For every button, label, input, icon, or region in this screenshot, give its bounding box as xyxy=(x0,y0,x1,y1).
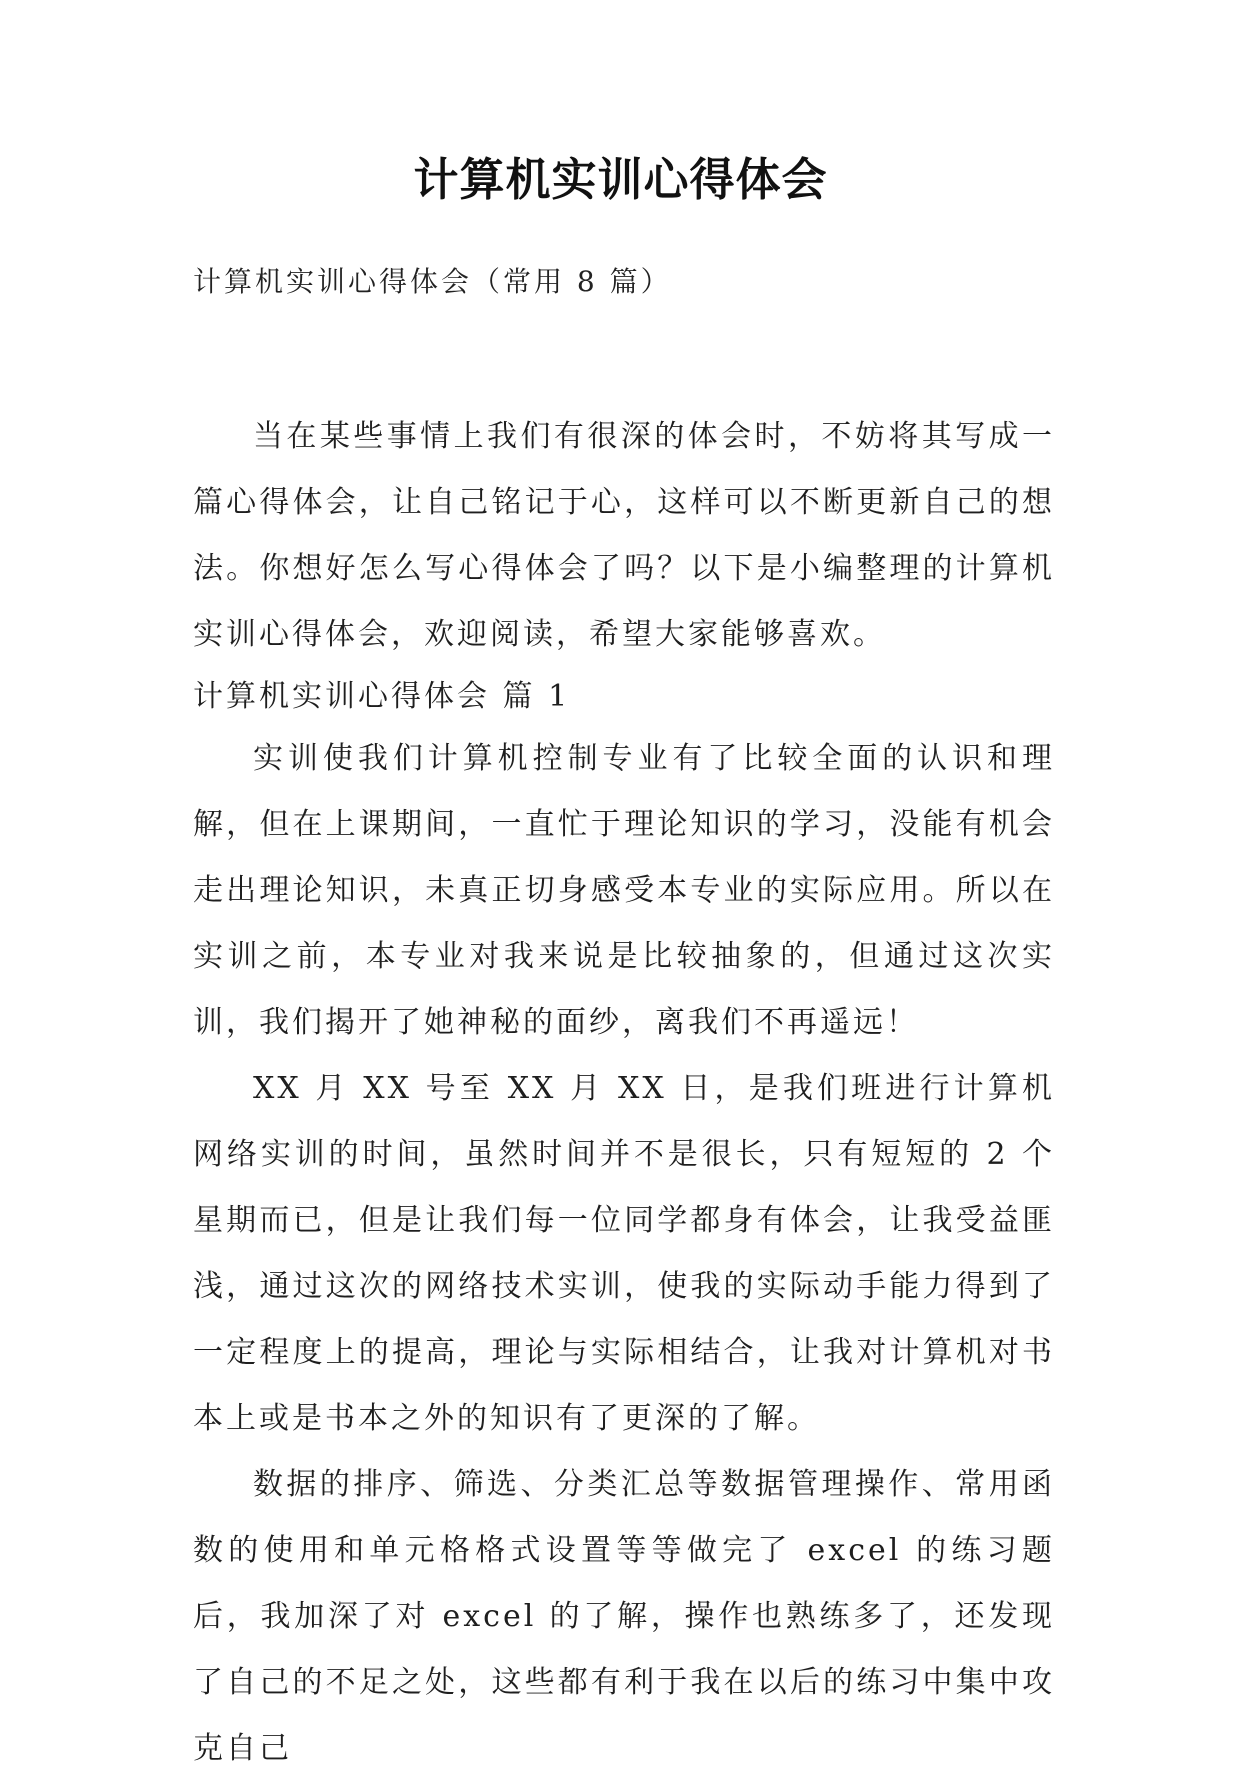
document-body xyxy=(193,404,1055,1782)
document-title: 计算机实训心得体会 xyxy=(413,153,828,206)
document-subtitle: 计算机实训心得体会（常用 8 篇） xyxy=(193,265,672,298)
body-paragraph: 数据的排序、筛选、分类汇总等数据管理操作、常用函数的使用和单元格格式设置等等做完了 excel 的练习题后，我加深了对 excel 的了解，操作也熟练多了，还发现了自己的不足之处，这些都有利于我在以后的练习中集中攻克自己 xyxy=(193,1467,1055,1766)
body-paragraph: XX 月 XX 号至 XX 月 XX 日，是我们班进行计算机网络实训的时间，虽然时间并不是很长，只有短短的 2 个星期而已，但是让我们每一位同学都身有体会，让我受益匪浅，通过这次的网络技术实训，使我的实际动手能力得到了一定程度上的提高，理论与实际相结合，让我对计算机对书本上或是书本之外的知识有了更深的了解。 xyxy=(193,1071,1055,1436)
intro-paragraph: 当在某些事情上我们有很深的体会时，不妨将其写成一篇心得体会，让自己铭记于心，这样可以不断更新自己的想法。你想好怎么写心得体会了吗？以下是小编整理的计算机实训心得体会，欢迎阅读，希望大家能够喜欢。 xyxy=(193,419,1055,652)
body-paragraph: 实训使我们计算机控制专业有了比较全面的认识和理解，但在上课期间，一直忙于理论知识的学习，没能有机会走出理论知识，未真正切身感受本专业的实际应用。所以在实训之前，本专业对我来说是比较抽象的，但通过这次实训，我们揭开了她神秘的面纱，离我们不再遥远！ xyxy=(193,741,1055,1040)
section-heading: 计算机实训心得体会 篇 1 xyxy=(193,679,571,714)
